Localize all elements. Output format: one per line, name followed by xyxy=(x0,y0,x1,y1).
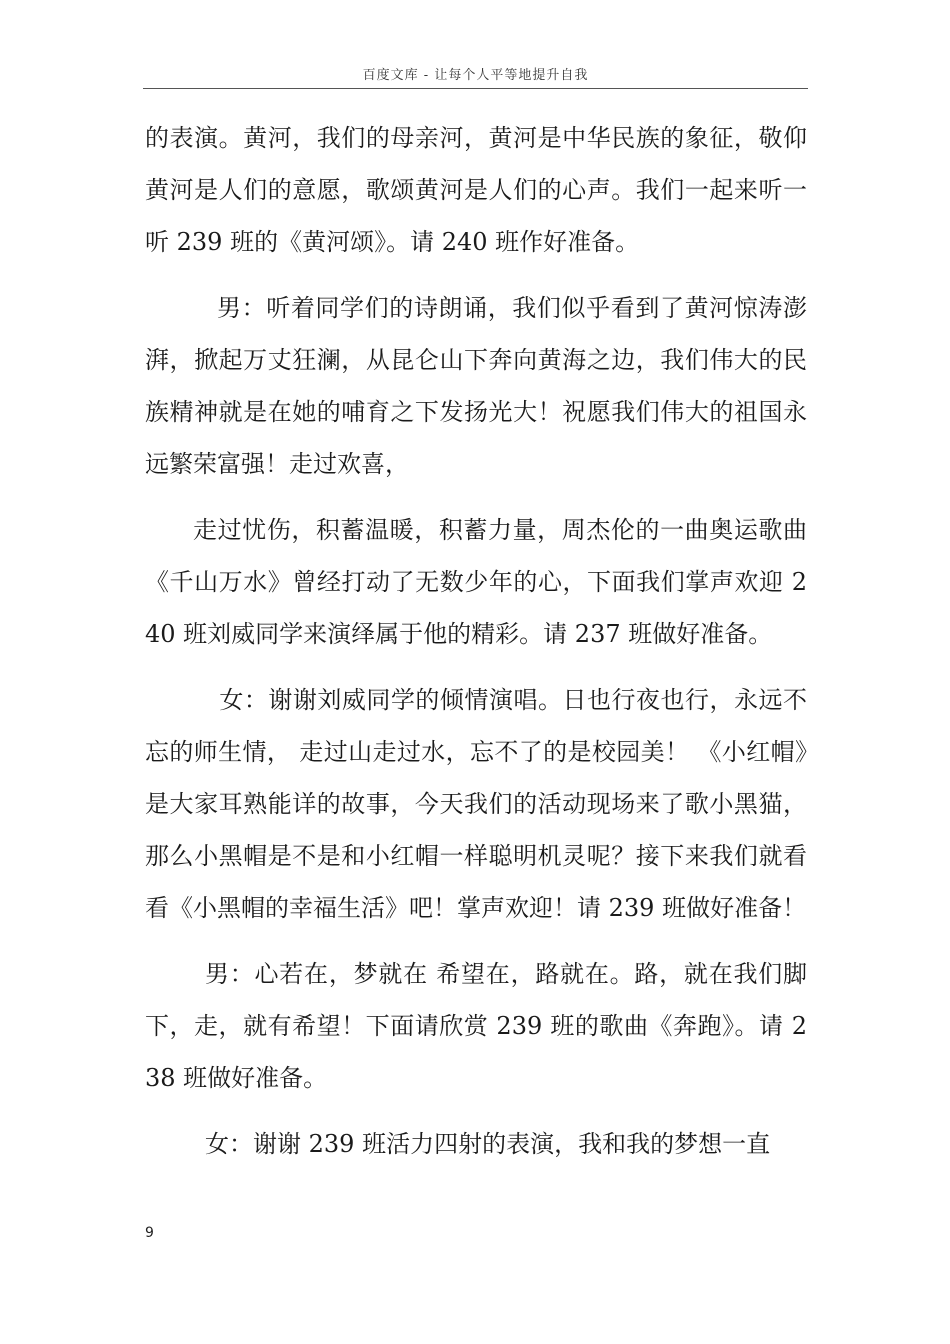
header-rule xyxy=(143,88,808,89)
paragraph-6: 女：谢谢 239 班活力四射的表演，我和我的梦想一直 xyxy=(205,1130,771,1158)
paragraph-4: 女：谢谢刘威同学的倾情演唱。日也行夜也行，永远不忘的师生情， 走过山走过水，忘不了的是校园美！ 《小红帽》是大家耳熟能详的故事，今天我们的活动现场来了歌小黑猫，那么小黑帽是不是和小红帽一样聪明机灵呢？接下来我们就看看《小黑帽的幸福生活》吧！掌声欢迎！请 239 班做好准备！ xyxy=(145,686,807,922)
paragraph-5: 男：心若在，梦就在 希望在，路就在。路，就在我们脚下，走，就有希望！下面请欣赏 239 班的歌曲《奔跑》。请 238 班做好准备。 xyxy=(145,960,807,1092)
paragraph-2: 男：听着同学们的诗朗诵，我们似乎看到了黄河惊涛澎湃，掀起万丈狂澜，从昆仑山下奔向黄海之边，我们伟大的民族精神就是在她的哺育之下发扬光大！祝愿我们伟大的祖国永远繁荣富强！走过欢喜， xyxy=(145,294,807,478)
paragraph-1: 的表演。黄河，我们的母亲河，黄河是中华民族的象征，敬仰黄河是人们的意愿，歌颂黄河是人们的心声。我们一起来听一听 239 班的《黄河颂》。请 240 班作好准备。 xyxy=(145,124,807,256)
document-body xyxy=(145,112,807,1170)
page-header: 百度文库 - 让每个人平等地提升自我 xyxy=(362,68,589,83)
page-number: 9 xyxy=(145,1225,154,1241)
paragraph-3: 走过忧伤，积蓄温暖，积蓄力量，周杰伦的一曲奥运歌曲《千山万水》曾经打动了无数少年的心，下面我们掌声欢迎 240 班刘威同学来演绎属于他的精彩。请 237 班做好准备。 xyxy=(145,516,807,648)
